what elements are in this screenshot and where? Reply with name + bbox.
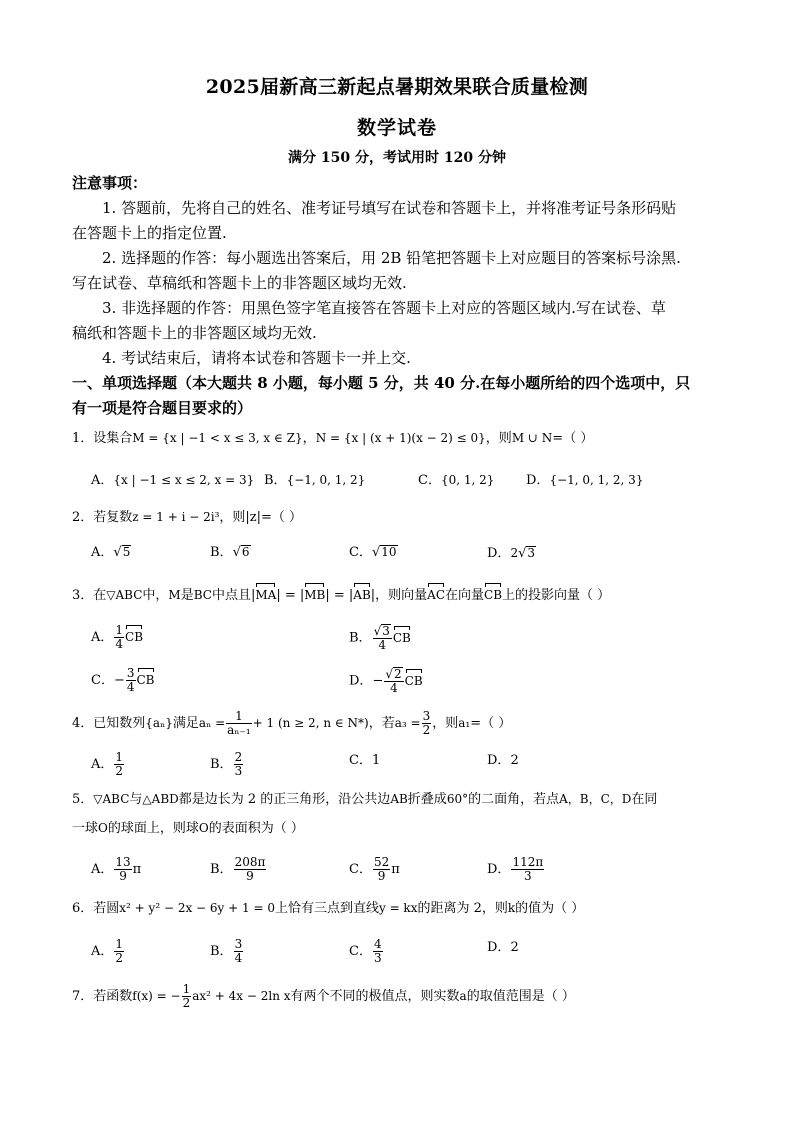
option-value: {x | −1 ≤ x ≤ 2, x = 3} (113, 473, 255, 487)
q6-stem: 6．若圆 (72, 901, 120, 916)
q3-point-m: M (168, 588, 181, 602)
exam-meta: 满分 150 分，考试用时 120 分钟 (288, 150, 506, 166)
q5-text: 都是边长为 2 的正三角形，沿公共边 (178, 792, 391, 807)
option-fraction: $\frac{2}{3}$ (234, 750, 243, 778)
q6-option-c[interactable] (349, 938, 384, 965)
q4-an: aₙ = (198, 716, 226, 730)
q5-text: 的二面角，若点 (468, 792, 560, 807)
q3-option-c[interactable] (91, 667, 155, 694)
option-label: B． (210, 545, 233, 560)
q4-sequence: {aₙ} (145, 716, 173, 730)
vector-ab: AB (353, 585, 370, 605)
option-label: B． (210, 944, 233, 959)
exam-title: 2025届新高三新起点暑期效果联合质量检测 (205, 76, 589, 98)
q6-option-a[interactable] (91, 938, 125, 965)
q5-points: A，B，C，D (559, 792, 632, 806)
option-label: A． (91, 944, 114, 959)
option-value: {−1, 0, 1, 2, 3} (549, 473, 644, 487)
notice-item-3-cont: 稿纸和答题卡上的非答题区域均无效. (72, 324, 317, 342)
section-heading-cont: 有一项是符合题目要求的） (72, 399, 253, 417)
q5-edge-ab: AB (390, 792, 408, 806)
vector-ma: MA (255, 585, 276, 605)
q1-option-a[interactable] (91, 470, 254, 491)
notice-item-4: 4. 考试结束后，请将本试卷和答题卡一并上交. (102, 349, 411, 367)
option-label: D． (487, 862, 511, 877)
q1-option-d[interactable] (526, 470, 643, 491)
q7-fraction: $\frac{1}{2}$ (182, 982, 191, 1010)
q6-text: 上恰有三点到直线 (274, 901, 379, 916)
option-fraction: $\frac{√3}{4}$ (373, 624, 390, 652)
option-fraction: $\frac{√2}{4}$ (385, 667, 402, 695)
q2-option-d[interactable]: D．2√3 (487, 546, 536, 561)
q5-text: 在同 (631, 792, 658, 807)
notice-item-3: 3. 非选择题的作答：用黑色签字笔直接答在答题卡上对应的答题区域内.写在试卷、草 (102, 299, 666, 317)
q4-tail: =（ ） (470, 716, 512, 731)
option-value: 3 (527, 546, 536, 560)
vector-cb: CB (484, 585, 502, 605)
option-label: C． (91, 673, 114, 688)
q5-triangle-abd: △ABD (142, 792, 179, 806)
q4-a3-fraction: $\frac{3}{2}$ (422, 709, 431, 737)
q1-set-m: M = {x | −1 < x ≤ 3, x ∈ Z} (132, 431, 303, 445)
option-fraction: $\frac{1}{2}$ (115, 937, 124, 965)
option-fraction: $\frac{112\pi}{3}$ (512, 855, 544, 883)
q2-option-c[interactable]: C．√10 (349, 545, 397, 560)
question-1 (72, 428, 724, 449)
q1-option-c[interactable] (418, 470, 494, 491)
q4-option-c[interactable] (349, 751, 380, 771)
option-value: {0, 1, 2} (440, 473, 495, 487)
q4-option-b[interactable] (210, 751, 244, 778)
q5-angle: 60° (446, 792, 469, 806)
option-label: A． (91, 545, 114, 560)
q3-text: 上的投影向量（ ） (502, 588, 611, 603)
option-label: C． (349, 753, 372, 768)
q5-text: 与 (129, 792, 143, 807)
option-value: 10 (381, 545, 397, 559)
option-label: B． (210, 862, 233, 877)
option-value: 2 (510, 753, 519, 768)
option-label: B． (264, 473, 287, 488)
option-fraction: $\frac{1}{4}$ (115, 623, 124, 651)
notice-item-1: 1. 答题前，先将自己的姓名、准考证号填写在试卷和答题卡上，并将准考证号条形码贴 (102, 199, 677, 217)
q3-text: 中点且 (211, 588, 251, 603)
q1-stem: 1．设集合 (72, 431, 133, 446)
q2-option-a[interactable]: A．√5 (91, 545, 131, 560)
option-value: 1 (371, 753, 381, 768)
option-label: D． (349, 673, 373, 689)
option-fraction: $\frac{4}{3}$ (373, 937, 382, 965)
vector-mb: MB (304, 585, 325, 605)
option-label: C． (418, 473, 441, 488)
option-pi: π (391, 862, 400, 877)
q5-text: 5． (72, 792, 94, 807)
q5-option-a[interactable] (91, 856, 141, 883)
vector-cb: CB (405, 671, 423, 691)
option-label: C． (349, 545, 372, 560)
q3-option-d[interactable] (349, 667, 423, 695)
q3-triangle: ▽ABC (106, 588, 143, 602)
q6-circle: x² + y² − 2x − 6y + 1 = 0 (119, 901, 275, 915)
q3-option-b[interactable] (349, 624, 411, 652)
option-value: 6 (241, 545, 250, 559)
notice-heading: 注意事项： (72, 174, 148, 192)
option-label: D． (487, 753, 511, 768)
q3-text: 在向量 (445, 588, 485, 603)
q6-text: 的距离为 2，则 (417, 901, 508, 916)
q6-option-d[interactable] (487, 938, 519, 958)
option-fraction: $\frac{52}{9}$ (373, 855, 390, 883)
question-5-cont (72, 818, 724, 839)
q4-fraction: $\frac{1}{\text{aₙ₋₁}}$ (227, 709, 251, 737)
question-2 (72, 507, 724, 528)
q6-option-b[interactable] (210, 938, 244, 965)
vector-cb: CB (137, 670, 155, 690)
option-coef: 2 (510, 546, 519, 560)
option-label: A． (91, 630, 114, 645)
option-value: 2 (510, 940, 519, 955)
notice-item-2: 2. 选择题的作答：每小题选出答案后，用 2B 铅笔把答题卡上对应题目的答案标号涂黑. (102, 249, 681, 267)
option-label: D． (487, 546, 511, 561)
option-label: A． (91, 757, 114, 772)
q4-stem: 4．已知数列 (72, 716, 146, 731)
q4-a3: a₃ = (394, 716, 421, 730)
q7-a: a (459, 989, 467, 1003)
q1-ask: ，则 (485, 431, 512, 446)
q4-a1: a₁ (458, 716, 471, 730)
option-label: A． (91, 473, 114, 488)
q4-rest: + 1 (n ≥ 2, n ∈ N*) (252, 716, 369, 730)
q4-option-d[interactable] (487, 751, 519, 771)
q6-tail: 的值为（ ） (515, 901, 585, 916)
q5-option-d[interactable] (487, 856, 545, 883)
question-3: 3．在▽ABC中，M是BC中点且|MA| = |MB| = |AB|，则向量AC在向量CB上的投影向量（ ） (72, 585, 724, 606)
q4-option-a[interactable] (91, 751, 125, 778)
q5-option-c[interactable] (349, 856, 400, 883)
q3-segment-bc: BC (193, 588, 212, 602)
option-sign: − (372, 673, 384, 689)
q5-sphere-o: O (98, 821, 108, 835)
question-6 (72, 898, 724, 919)
option-value: 5 (122, 545, 131, 559)
q7-stem: 7．若函数 (72, 989, 133, 1004)
question-7 (72, 983, 724, 1010)
q6-line: y = kx (378, 901, 418, 915)
q4-text: 满足 (172, 716, 199, 731)
option-fraction: $\frac{3}{4}$ (126, 666, 135, 694)
option-label: A． (91, 862, 114, 877)
question-4 (72, 710, 724, 737)
option-label: D． (487, 940, 511, 955)
q7-text: 有两个不同的极值点，则实数 (290, 989, 460, 1004)
q4-text: ，若 (368, 716, 395, 731)
notice-item-2-cont: 写在试卷、草稿纸和答题卡上的非答题区域均无效. (72, 274, 407, 292)
q1-tail: =（ ） (552, 431, 594, 446)
q1-union: M ∪ N (511, 431, 553, 445)
option-sign: − (113, 673, 125, 688)
question-5 (72, 789, 724, 810)
option-label: D． (526, 473, 550, 488)
q1-option-b[interactable] (264, 470, 365, 491)
q5-triangle-abc: ▽ABC (93, 792, 130, 806)
q5-text: 折叠成 (407, 792, 447, 807)
vector-ac: AC (427, 585, 445, 605)
option-fraction: $\frac{3}{4}$ (234, 937, 243, 965)
q2-ask: ，则|z|=（ ） (219, 510, 303, 525)
q3-option-a[interactable] (91, 624, 143, 651)
vector-cb: CB (393, 628, 411, 648)
q7-tail: 的取值范围是（ ） (466, 989, 575, 1004)
q2-expr: z = 1 + i − 2i³ (132, 510, 220, 524)
q3-stem: 3．在 (72, 588, 107, 603)
q2-stem: 2．若复数 (72, 510, 133, 525)
option-fraction: $\frac{13}{9}$ (115, 855, 131, 883)
vector-cb: CB (125, 627, 143, 647)
q1-sep: ， (302, 431, 316, 446)
option-pi: π (132, 862, 142, 877)
option-value: {−1, 0, 1, 2} (286, 473, 366, 487)
q6-k: k (507, 901, 516, 915)
q7-function: f(x) = − (132, 989, 181, 1003)
option-label: C． (349, 862, 372, 877)
q5-option-b[interactable] (210, 856, 267, 883)
q3-text: 中， (142, 588, 169, 603)
q5-text: 一球 (72, 821, 99, 836)
option-fraction: $\frac{1}{2}$ (115, 750, 124, 778)
option-fraction: $\frac{208\pi}{9}$ (234, 855, 266, 883)
q5-text: 的表面积为（ ） (208, 821, 304, 836)
option-label: C． (349, 944, 372, 959)
q7-rest: ax² + 4x − 2ln x (192, 989, 291, 1003)
q1-set-n: N = {x | (x + 1)(x − 2) ≤ 0} (315, 431, 486, 445)
q4-text: ，则 (432, 716, 459, 731)
exam-subject: 数学试卷 (356, 117, 437, 139)
q5-text: 的球面上，则球 (107, 821, 199, 836)
section-heading: 一、单项选择题（本大题共 8 小题，每小题 5 分，共 40 分.在每小题所给的四个选项中，只 (72, 374, 691, 392)
q3-text: 是 (180, 588, 194, 603)
q5-sphere-o: O (198, 821, 209, 835)
q2-option-b[interactable]: B．√6 (210, 545, 250, 560)
q3-text: ，则向量 (375, 588, 428, 603)
notice-item-1-cont: 在答题卡上的指定位置. (72, 224, 227, 242)
option-label: B． (349, 630, 372, 646)
option-label: B． (210, 757, 233, 772)
